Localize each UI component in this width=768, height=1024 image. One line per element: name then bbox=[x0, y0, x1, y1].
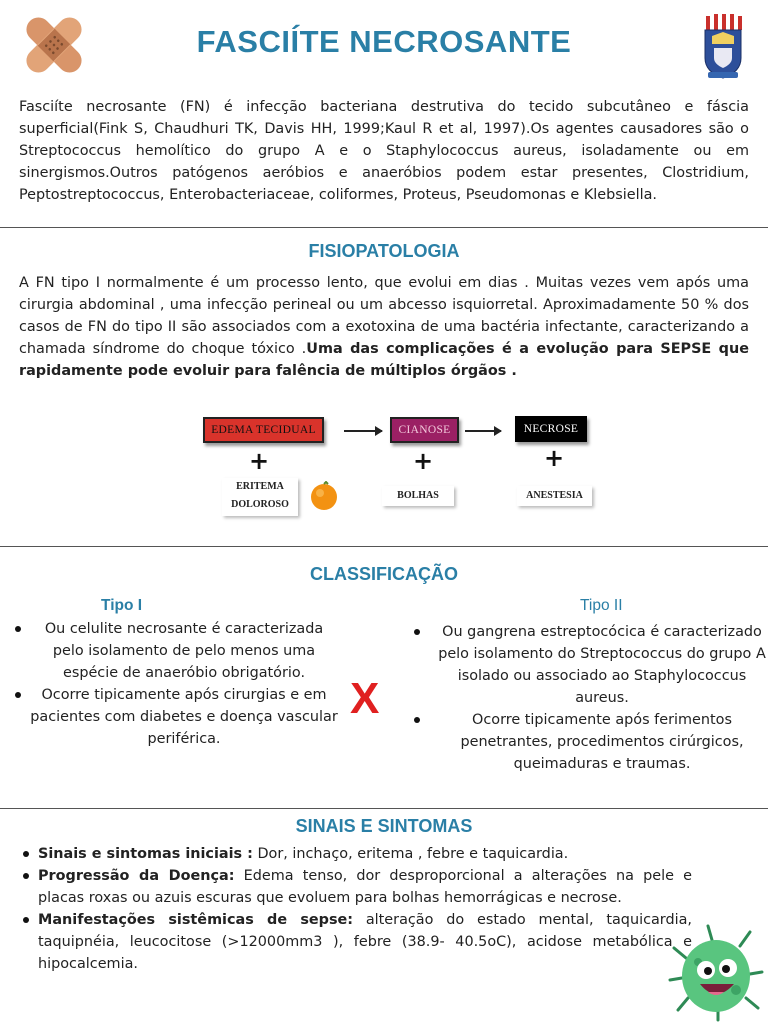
tipo1-item-text: Ocorre tipicamente após cirurgias e em pacientes com diabetes e doença vascular periférica. bbox=[30, 687, 338, 747]
page-title: FASCIÍTE NECROSANTE bbox=[196, 24, 572, 59]
plus-sign: + bbox=[413, 447, 434, 475]
flow-box-edema: EDEMA TECIDUAL bbox=[203, 417, 324, 443]
fisiopatologia-title: FISIOPATOLOGIA bbox=[308, 241, 460, 261]
section-divider bbox=[0, 227, 768, 228]
versus-x-mark: X bbox=[350, 674, 380, 723]
tipo1-heading: Tipo I bbox=[101, 597, 143, 614]
sub-label-anestesia: ANESTESIA bbox=[517, 486, 592, 506]
classificacao-title: CLASSIFICAÇÃO bbox=[310, 564, 458, 584]
tipo1-item-text: Ou celulite necrosante é caracterizada pelo isolamento de pelo menos uma espécie de anaeróbio obrigatório. bbox=[44, 621, 324, 681]
intro-text: Fasciíte necrosante (FN) é infecção bacteriana destrutiva do tecido subcutâneo e fáscia superficial(Fink S, Chaudhuri TK, Davis HH, 1999;Kaul R et al, 1997).Os agentes causadores são o Streptococcus hemolítico do grupo A e o Staphylococcus aureus, isoladamente ou em sinergismos.Outros patógenos aeróbios e anaeróbios podem estar presentes, Clostridium, Peptostreptococcus, Enterobacteriaceae, coliformes, Proteus, Pseudomonas e Klebsiella. bbox=[19, 99, 749, 203]
sinais-item-text: Dor, inchaço, eritema , febre e taquicardia. bbox=[252, 846, 569, 862]
list-item bbox=[20, 843, 692, 865]
tipo1-list bbox=[28, 618, 340, 750]
flow-box-cianose: CIANOSE bbox=[390, 417, 459, 443]
sinais-item-label: Progressão da Doença: bbox=[38, 868, 235, 884]
sinais-item-label: Manifestações sistêmicas de sepse: bbox=[38, 912, 354, 928]
fisiopatologia-paragraph bbox=[19, 272, 749, 382]
list-item bbox=[436, 621, 768, 709]
sub-label-eritema bbox=[222, 478, 298, 516]
fisiopatologia-text: A FN tipo I normalmente é um processo lento, que evolui em dias . Muitas vezes vem após uma cirurgia abdominal , uma infecção perineal ou um abcesso isquiorretal. Aproximadamente 50 % dos casos de FN do tipo II são associados com a exotoxina de uma bactéria infectante, caracterizando a chamada síndrome do choque tóxico . bbox=[19, 275, 749, 357]
list-item bbox=[436, 709, 768, 775]
section-divider bbox=[0, 546, 768, 547]
flow-box-necrose: NECROSE bbox=[515, 416, 587, 442]
list-item bbox=[20, 909, 692, 975]
bullet bbox=[414, 717, 420, 723]
sinais-title: SINAIS E SINTOMAS bbox=[295, 816, 473, 836]
sub-label-eritema-line1: ERITEMA bbox=[236, 481, 284, 492]
tipo2-heading: Tipo II bbox=[580, 597, 623, 614]
bullet bbox=[15, 692, 21, 698]
plus-sign: + bbox=[249, 447, 270, 475]
tipo2-item-text: Ou gangrena estreptocócica é caracterizado pelo isolamento do Streptococcus do grupo A isolado ou associado ao Staphylococcus aureus. bbox=[438, 624, 766, 706]
list-item bbox=[28, 684, 340, 750]
germ-mascot-icon bbox=[668, 918, 764, 1022]
sinais-item-text: alteração do estado mental, taquicardia, taquipnéia, leucocitose (>12000mm3 ), febre (38.9- 40.5oC), acidose metabólica e hipocalcemia. bbox=[38, 912, 692, 972]
tipo2-list bbox=[436, 621, 768, 775]
sinais-item-text: Edema tenso, dor desproporcional a alterações na pele e placas roxas ou azuis escuras que evoluem para bolhas hemorrágicas e necrose. bbox=[38, 868, 692, 906]
sub-label-eritema-line2: DOLOROSO bbox=[231, 499, 289, 510]
intro-paragraph bbox=[19, 96, 749, 206]
tipo2-item-text: Ocorre tipicamente após ferimentos penetrantes, procedimentos cirúrgicos, queimaduras e traumas. bbox=[460, 712, 744, 772]
section-divider bbox=[0, 808, 768, 809]
bullet bbox=[15, 626, 21, 632]
sinais-item-label: Sinais e sintomas iniciais : bbox=[38, 846, 253, 862]
list-item bbox=[20, 865, 692, 909]
fisiopatologia-bold-text: Uma das complicações é a evolução para SEPSE que rapidamente pode evoluir para falência de múltiplos órgãos . bbox=[19, 341, 749, 379]
university-crest-icon bbox=[702, 14, 744, 82]
flow-arrow bbox=[465, 430, 501, 432]
sinais-list bbox=[20, 843, 692, 975]
flow-arrow bbox=[344, 430, 382, 432]
plus-sign: + bbox=[544, 444, 565, 472]
orange-icon bbox=[309, 481, 339, 511]
sub-label-bolhas: BOLHAS bbox=[382, 486, 454, 506]
bullet bbox=[414, 629, 420, 635]
list-item bbox=[28, 618, 340, 684]
